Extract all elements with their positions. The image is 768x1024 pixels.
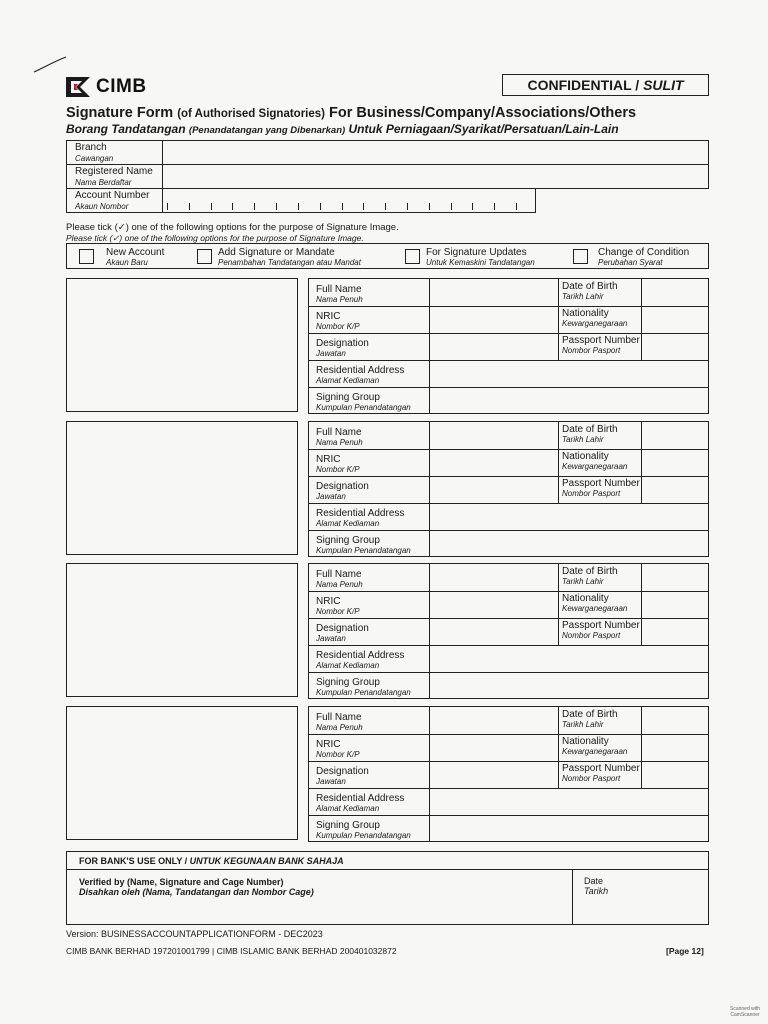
full-name-label: Full Name Nama Penuh [316, 284, 363, 304]
signing-group-label: Signing Group Kumpulan Penandatangan [316, 535, 411, 555]
signatory-details-grid [308, 421, 709, 557]
full-name-input[interactable] [430, 707, 558, 734]
branch-row[interactable] [66, 140, 709, 165]
form-title-my [66, 122, 619, 136]
signing-group-input[interactable] [430, 388, 708, 413]
designation-input[interactable] [430, 762, 558, 788]
nric-input[interactable] [430, 735, 558, 761]
tick-instruction [66, 223, 399, 243]
grid-divider [558, 707, 559, 788]
title-my-rest: Untuk Perniagaan/Syarikat/Persatuan/Lain-Lain [345, 122, 619, 136]
grid-divider [558, 279, 559, 360]
option-add-signature[interactable] [197, 248, 361, 268]
signatory-block [66, 563, 709, 699]
registered-name-row[interactable] [66, 164, 709, 189]
designation-input[interactable] [430, 477, 558, 503]
option-signature-updates-en: For Signature Updates [426, 247, 527, 258]
grid-divider [558, 422, 559, 503]
nric-label: NRIC Nombor K/P [316, 311, 360, 331]
nationality-input[interactable] [642, 592, 708, 618]
date-of-birth-input[interactable] [642, 279, 708, 306]
branch-label-my: Cawangan [75, 154, 114, 163]
full-name-label: Full Name Nama Penuh [316, 569, 363, 589]
designation-input[interactable] [430, 334, 558, 360]
signing-group-input[interactable] [430, 816, 708, 841]
signature-image-box[interactable] [66, 421, 298, 555]
signature-image-box[interactable] [66, 706, 298, 840]
bank-use-section [66, 851, 709, 925]
date-of-birth-label: Date of Birth Tarikh Lahir [562, 424, 618, 444]
option-change-condition[interactable] [573, 248, 689, 268]
passport-number-input[interactable] [642, 477, 708, 503]
signatory-block [66, 278, 709, 414]
signatory-details-grid [308, 278, 709, 414]
registered-name-label-en: Registered Name [75, 166, 153, 177]
verified-by-label [79, 877, 314, 897]
signatory-details-grid [308, 706, 709, 842]
registered-name-label [67, 165, 163, 188]
bank-use-date-my: Tarikh [584, 886, 609, 896]
passport-number-input[interactable] [642, 334, 708, 360]
brand-name: CIMB [96, 76, 147, 97]
account-number-label-my: Akaun Nombor [75, 202, 129, 211]
form-version: Version: BUSINESSACCOUNTAPPLICATIONFORM - DEC2023 [66, 929, 323, 939]
confidential-label [502, 74, 709, 96]
option-change-condition-label [598, 248, 689, 268]
nationality-label: Nationality Kewarganegaraan [562, 736, 628, 756]
residential-address-label: Residential Address Alamat Kediaman [316, 365, 405, 385]
date-of-birth-input[interactable] [642, 707, 708, 734]
designation-label: Designation Jawatan [316, 766, 369, 786]
tick-instruction-my: Please tick (✓) one of the following options for the purpose of Signature Image. [66, 233, 364, 243]
checkbox-change-condition[interactable] [573, 249, 588, 264]
signatory-block [66, 706, 709, 842]
option-add-signature-en: Add Signature or Mandate [218, 247, 335, 258]
bank-use-header-my: UNTUK KEGUNAAN BANK SAHAJA [189, 856, 344, 866]
signatory-details-grid [308, 563, 709, 699]
scanner-watermark: Scanned with CamScanner [729, 1006, 761, 1018]
nric-input[interactable] [430, 307, 558, 333]
residential-address-label: Residential Address Alamat Kediaman [316, 650, 405, 670]
date-of-birth-label: Date of Birth Tarikh Lahir [562, 281, 618, 301]
full-name-label: Full Name Nama Penuh [316, 712, 363, 732]
branch-label-en: Branch [75, 142, 107, 153]
nric-label: NRIC Nombor K/P [316, 739, 360, 759]
residential-address-input[interactable] [430, 789, 708, 815]
tick-instruction-en: Please tick (✓) one of the following options for the purpose of Signature Image. [66, 222, 399, 233]
nationality-label: Nationality Kewarganegaraan [562, 593, 628, 613]
option-change-condition-en: Change of Condition [598, 247, 690, 258]
option-signature-updates[interactable] [405, 248, 535, 268]
option-new-account-my: Akaun Baru [106, 258, 148, 267]
signing-group-input[interactable] [430, 673, 708, 698]
bank-use-header-en: FOR BANK'S USE ONLY / [79, 856, 190, 866]
bank-use-date-en: Date [584, 876, 604, 886]
passport-number-label: Passport Number Nombor Pasport [562, 335, 640, 355]
nationality-label: Nationality Kewarganegaraan [562, 308, 628, 328]
residential-address-label: Residential Address Alamat Kediaman [316, 508, 405, 528]
date-of-birth-input[interactable] [642, 422, 708, 449]
checkbox-new-account[interactable] [79, 249, 94, 264]
designation-label: Designation Jawatan [316, 481, 369, 501]
option-new-account[interactable] [79, 248, 164, 268]
option-add-signature-my: Penambahan Tandatangan atau Mandat [218, 258, 361, 267]
checkbox-add-signature[interactable] [197, 249, 212, 264]
checkbox-signature-updates[interactable] [405, 249, 420, 264]
full-name-input[interactable] [430, 564, 558, 591]
option-signature-updates-label [426, 248, 535, 268]
grid-divider [558, 564, 559, 645]
residential-address-input[interactable] [430, 646, 708, 672]
option-new-account-label [106, 248, 164, 268]
passport-number-label: Passport Number Nombor Pasport [562, 478, 640, 498]
signing-group-label: Signing Group Kumpulan Penandatangan [316, 820, 411, 840]
signing-group-label: Signing Group Kumpulan Penandatangan [316, 677, 411, 697]
title-en-main: Signature Form [66, 105, 178, 121]
residential-address-input[interactable] [430, 361, 708, 387]
designation-input[interactable] [430, 619, 558, 645]
pen-stroke-mark [33, 56, 67, 74]
nationality-input[interactable] [642, 735, 708, 761]
signatory-block [66, 421, 709, 557]
verified-by-my: Disahkan oleh (Nama, Tandatangan dan Nombor Cage) [79, 887, 314, 897]
full-name-input[interactable] [430, 422, 558, 449]
confidential-my: SULIT [643, 77, 684, 93]
full-name-label: Full Name Nama Penuh [316, 427, 363, 447]
registered-name-label-my: Nama Berdaftar [75, 178, 132, 187]
date-of-birth-label: Date of Birth Tarikh Lahir [562, 709, 618, 729]
account-number-label-en: Account Number [75, 190, 150, 201]
designation-label: Designation Jawatan [316, 623, 369, 643]
option-change-condition-my: Perubahan Syarat [598, 258, 663, 267]
nric-label: NRIC Nombor K/P [316, 596, 360, 616]
signature-image-box[interactable] [66, 563, 298, 697]
option-signature-updates-my: Untuk Kemaskini Tandatangan [426, 258, 535, 267]
full-name-input[interactable] [430, 279, 558, 306]
passport-number-input[interactable] [642, 762, 708, 788]
residential-address-input[interactable] [430, 504, 708, 530]
signature-image-box[interactable] [66, 278, 298, 412]
nric-input[interactable] [430, 450, 558, 476]
option-new-account-en: New Account [106, 247, 165, 258]
bank-use-date-label [584, 876, 608, 896]
verified-by-en: Verified by (Name, Signature and Cage Number) [79, 877, 284, 887]
nationality-input[interactable] [642, 307, 708, 333]
residential-address-label: Residential Address Alamat Kediaman [316, 793, 405, 813]
title-en-rest: For Business/Company/Associations/Others [325, 105, 637, 121]
title-en-small: (of Authorised Signatories) [177, 108, 325, 120]
cimb-logo-icon [66, 77, 90, 97]
passport-number-input[interactable] [642, 619, 708, 645]
signature-purpose-options [66, 243, 709, 269]
nationality-input[interactable] [642, 450, 708, 476]
cimb-logo [66, 76, 147, 98]
signing-group-input[interactable] [430, 531, 708, 556]
passport-number-label: Passport Number Nombor Pasport [562, 763, 640, 783]
option-add-signature-label [218, 248, 361, 268]
account-number-row[interactable] [66, 188, 536, 213]
nric-label: NRIC Nombor K/P [316, 454, 360, 474]
date-of-birth-label: Date of Birth Tarikh Lahir [562, 566, 618, 586]
title-my-main: Borang Tandatangan [66, 122, 189, 136]
bank-use-divider [572, 870, 573, 924]
passport-number-label: Passport Number Nombor Pasport [562, 620, 640, 640]
account-number-label [67, 189, 163, 212]
branch-label [67, 141, 163, 164]
account-number-digit-ticks [167, 203, 517, 210]
bank-entities: CIMB BANK BERHAD 197201001799 | CIMB ISLAMIC BANK BERHAD 200401032872 [66, 946, 397, 956]
page-number: [Page 12] [666, 946, 704, 956]
nationality-label: Nationality Kewarganegaraan [562, 451, 628, 471]
date-of-birth-input[interactable] [642, 564, 708, 591]
title-my-small: (Penandatangan yang Dibenarkan) [188, 125, 346, 136]
nric-input[interactable] [430, 592, 558, 618]
designation-label: Designation Jawatan [316, 338, 369, 358]
form-title-en [66, 105, 636, 121]
bank-use-header [67, 852, 708, 870]
confidential-en: CONFIDENTIAL / [527, 77, 644, 93]
signing-group-label: Signing Group Kumpulan Penandatangan [316, 392, 411, 412]
